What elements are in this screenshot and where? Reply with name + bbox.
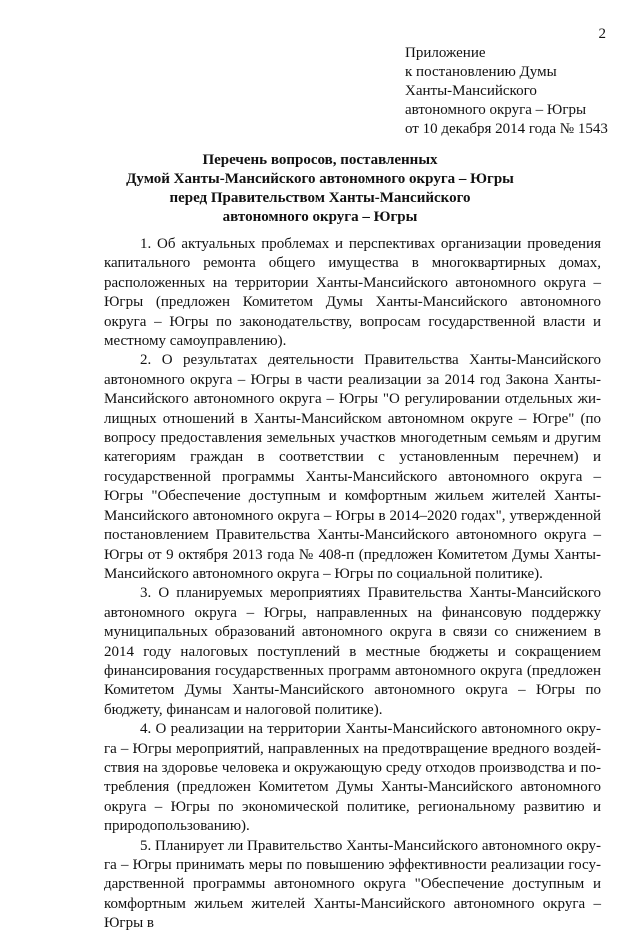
paragraph-1: 1. Об актуальных проблемах и перспективах организации проведения капитального ремонта общего имущества в многоквартирных домах, расположенных на территории Ханты-Мансийского автономного округа – Югры (предложен Комитетом Думы Ханты-Мансийского автономного округа – Югры по законодательству, вопросам государственной власти и местному самоуправлению).	[104, 236, 601, 350]
document-body	[104, 235, 601, 934]
document-title	[70, 151, 570, 227]
title-line: автономного округа – Югры	[222, 209, 418, 225]
paragraph-5: 5. Планирует ли Правительство Ханты-Мансийского автономного округа – Югры принимать меры по повышению эффективности реализации государственной программы автономного округа "Обеспечение доступным и комфортным жильем жителей Ханты-Мансийского автономного округа – Югры в	[104, 837, 601, 932]
title-line: перед Правительством Ханты-Мансийского	[169, 190, 471, 206]
appendix-line: Приложение	[405, 45, 486, 61]
appendix-line: автономного округа – Югры	[405, 102, 587, 118]
appendix-line: Ханты-Мансийского	[405, 83, 537, 99]
paragraph-2: 2. О результатах деятельности Правительства Ханты-Мансийского автономного округа – Югры в части реализации за 2014 год Закона Ханты-Мансийского автономного округа – Югры "О регулировании отдельных жилищных отношений в Ханты-Мансийском автономном округе – Югре" (по вопросу предоставления земельных участков многодетным семьям и другим категориям граждан в соответствии с установленным перечнем) и государственной программы Ханты-Мансийского автономного округа – Югры "Обеспечение доступным и комфортным жильем жителей Ханты-Мансийского автономного округа – Югры в 2014–2020 годах", утвержденной постановлением Правительства Ханты-Мансийского автономного округа – Югры от 9 октября 2013 года № 408-п (предложен Комитетом Думы Ханты-Мансийского автономного округа – Югры по социальной политике).	[104, 352, 601, 582]
title-line: Перечень вопросов, поставленных	[202, 152, 438, 168]
title-line: Думой Ханты-Мансийского автономного округа – Югры	[126, 171, 514, 187]
paragraph-3: 3. О планируемых мероприятиях Правительства Ханты-Мансийского автономного округа – Югры, направленных на финансовую поддержку муниципальных образований автономного округа в связи со снижением в 2014 году налоговых поступлений в местные бюджеты и сокращением финансирования государственных программ автономного округа (предложен Комитетом Думы Ханты-Мансийского автономного округа – Югры по бюджету, финансам и налоговой политике).	[104, 585, 601, 718]
page-number: 2	[598, 26, 606, 42]
appendix-line: от 10 декабря 2014 года № 1543	[405, 121, 608, 137]
paragraph-4: 4. О реализации на территории Ханты-Мансийского автономного округа – Югры мероприятий, направленных на предотвращение вредного воздействия на здоровье человека и окружающую среду отходов производства и потребления (предложен Комитетом Думы Ханты-Мансийского автономного округа – Югры по экономической политике, региональному развитию и природопользованию).	[104, 721, 601, 835]
appendix-header	[405, 44, 620, 139]
appendix-line: к постановлению Думы	[405, 64, 557, 80]
